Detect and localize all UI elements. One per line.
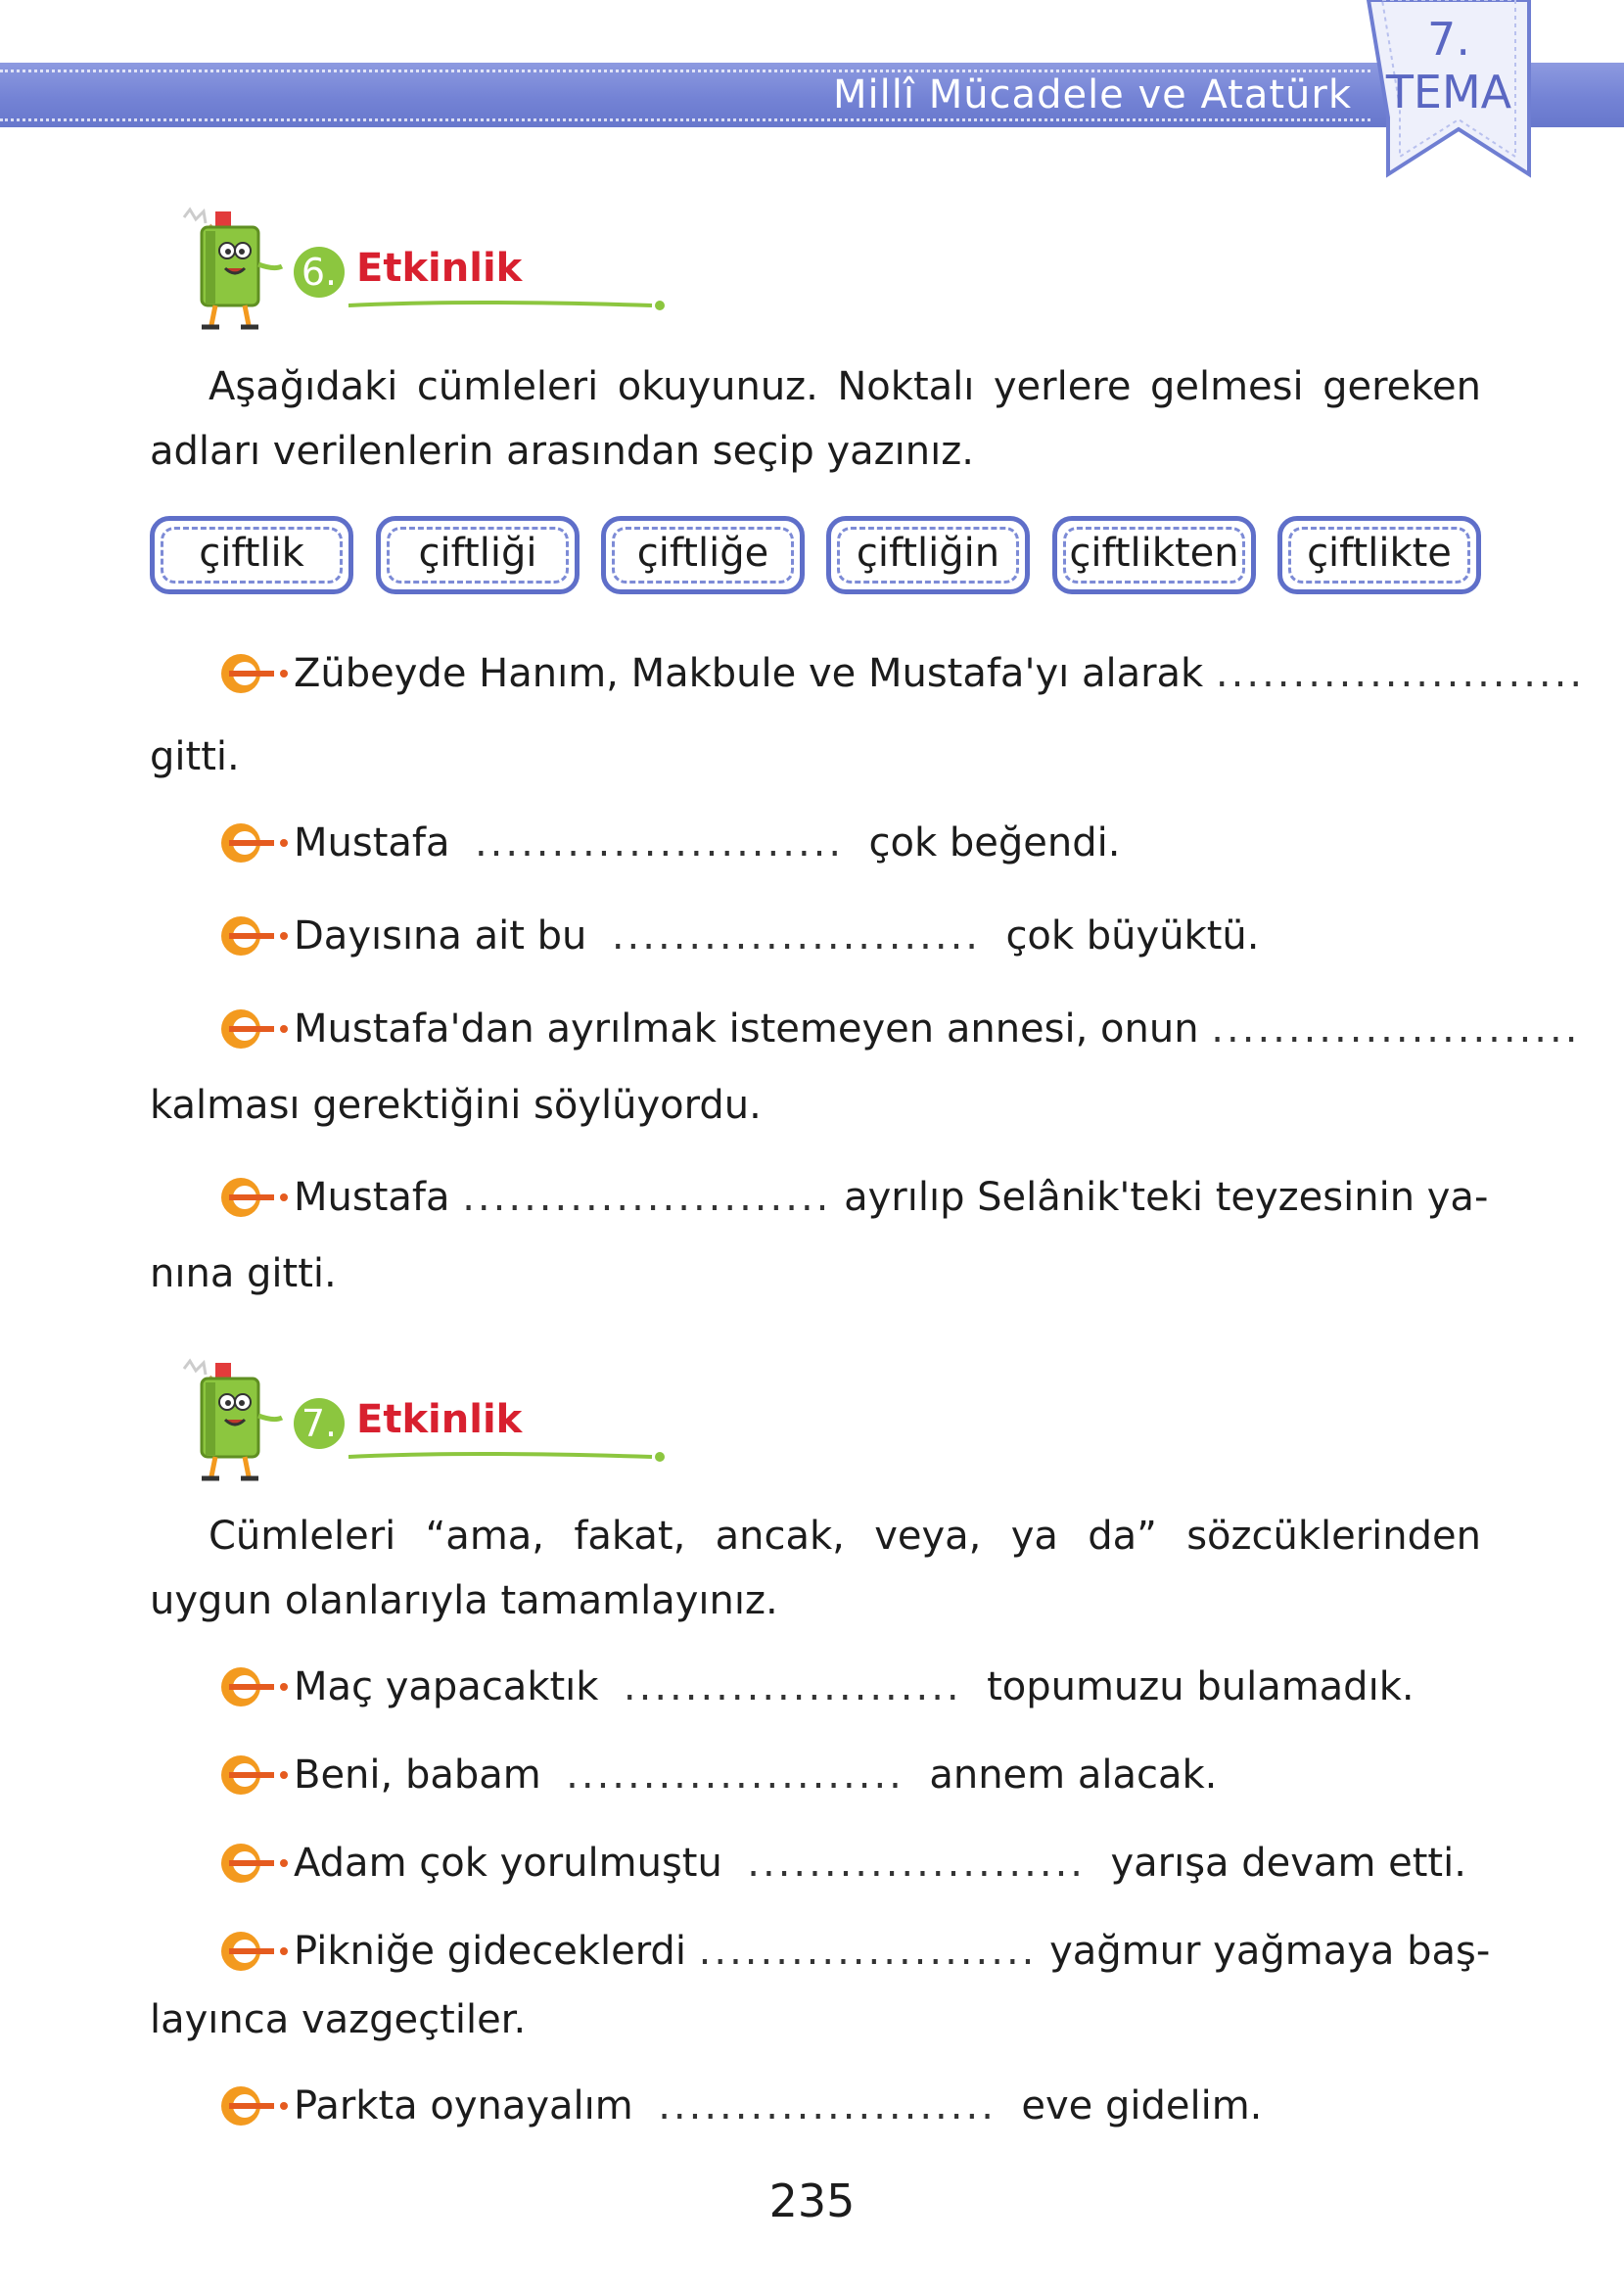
header-title: Millî Mücadele ve Atatürk bbox=[833, 72, 1352, 117]
option-chip bbox=[376, 516, 580, 594]
option-chip-label: çiftliği bbox=[418, 531, 537, 576]
activity-6-instruction: Aşağıdaki cümleleri okuyunuz. Noktalı yerlere gelmesi gereken adları verilenlerin arasından seçip yazınız. bbox=[150, 364, 1481, 474]
sentence: Mustafa ........................ çok beğendi. bbox=[294, 820, 1121, 865]
blank: ........................ bbox=[474, 820, 845, 865]
option-chip-label: çiftliğin bbox=[856, 531, 1000, 576]
blank: ........................ bbox=[1211, 1006, 1581, 1052]
sentence: Mustafa'dan ayrılmak istemeyen annesi, onun ........................ bbox=[294, 1006, 1581, 1052]
blank: ........................ bbox=[1215, 651, 1586, 696]
sentence: Adam çok yorulmuştu ...................... yarışa devam etti. bbox=[294, 1841, 1466, 1886]
option-chip-label: çiftliğe bbox=[636, 531, 769, 576]
activity-7-label: Etkinlik bbox=[356, 1397, 523, 1442]
option-chip bbox=[150, 516, 353, 594]
activity-6-underline bbox=[348, 298, 672, 311]
bullet-icon bbox=[206, 1743, 294, 1807]
option-chip-label: çiftlik bbox=[199, 531, 304, 576]
bullet-icon bbox=[206, 811, 294, 875]
book-mascot-icon bbox=[176, 206, 284, 333]
bullet-icon bbox=[206, 1165, 294, 1230]
bullet-icon bbox=[206, 1919, 294, 1984]
sentence: Parkta oynayalım ...................... eve gidelim. bbox=[294, 2083, 1263, 2128]
bullet-icon bbox=[206, 1655, 294, 1719]
option-chip-label: çiftlikten bbox=[1069, 531, 1239, 576]
blank: ........................ bbox=[611, 913, 981, 958]
blank: ...................... bbox=[747, 1841, 1087, 1886]
bullet-icon bbox=[206, 904, 294, 968]
bullet-icon bbox=[206, 2074, 294, 2138]
book-mascot-icon bbox=[176, 1357, 284, 1484]
blank: ........................ bbox=[462, 1175, 832, 1220]
activity-6-number: 6. bbox=[294, 247, 345, 298]
option-chip bbox=[601, 516, 805, 594]
option-chip bbox=[826, 516, 1030, 594]
activity-7-instruction: Cümleleri “ama, fakat, ancak, veya, ya da” sözcüklerinden uygun olanlarıyla tamamlayınız. bbox=[150, 1514, 1481, 1623]
sentence: Mustafa ........................ ayrılıp Selânik'teki teyzesinin ya- bbox=[294, 1175, 1489, 1220]
sentence: Zübeyde Hanım, Makbule ve Mustafa'yı alarak ........................ bbox=[294, 651, 1586, 696]
sentence-continuation: kalması gerektiğini söylüyordu. bbox=[150, 1083, 762, 1128]
sentence-continuation: gitti. bbox=[150, 734, 240, 779]
sentence: Pikniğe gideceklerdi ...................... yağmur yağmaya baş- bbox=[294, 1929, 1491, 1974]
option-chip-label: çiftlikte bbox=[1307, 531, 1452, 576]
activity-7-number: 7. bbox=[294, 1398, 345, 1449]
option-chip bbox=[1052, 516, 1256, 594]
option-chip bbox=[1277, 516, 1481, 594]
sentence: Dayısına ait bu ........................ çok büyüktü. bbox=[294, 913, 1260, 958]
theme-label: TEMA bbox=[1385, 66, 1512, 118]
bullet-icon bbox=[206, 1831, 294, 1895]
sentence-continuation: nına gitti. bbox=[150, 1251, 337, 1296]
activity-7-underline bbox=[348, 1449, 672, 1463]
activity-6-label: Etkinlik bbox=[356, 246, 523, 291]
page-number: 235 bbox=[768, 2174, 856, 2227]
activity-6-heading bbox=[176, 206, 529, 333]
bullet-icon bbox=[206, 641, 294, 706]
activity-7-heading bbox=[176, 1357, 529, 1484]
blank: ...................... bbox=[658, 2083, 997, 2128]
sentence-continuation: layınca vazgeçtiler. bbox=[150, 1997, 527, 2042]
sentence: Beni, babam ...................... annem alacak. bbox=[294, 1753, 1218, 1798]
theme-number: 7. bbox=[1427, 13, 1470, 66]
blank: ...................... bbox=[566, 1753, 905, 1798]
sentence: Maç yapacaktık ...................... topumuzu bulamadık. bbox=[294, 1664, 1415, 1709]
bullet-icon bbox=[206, 997, 294, 1061]
blank: ...................... bbox=[698, 1929, 1038, 1974]
blank: ...................... bbox=[623, 1664, 962, 1709]
